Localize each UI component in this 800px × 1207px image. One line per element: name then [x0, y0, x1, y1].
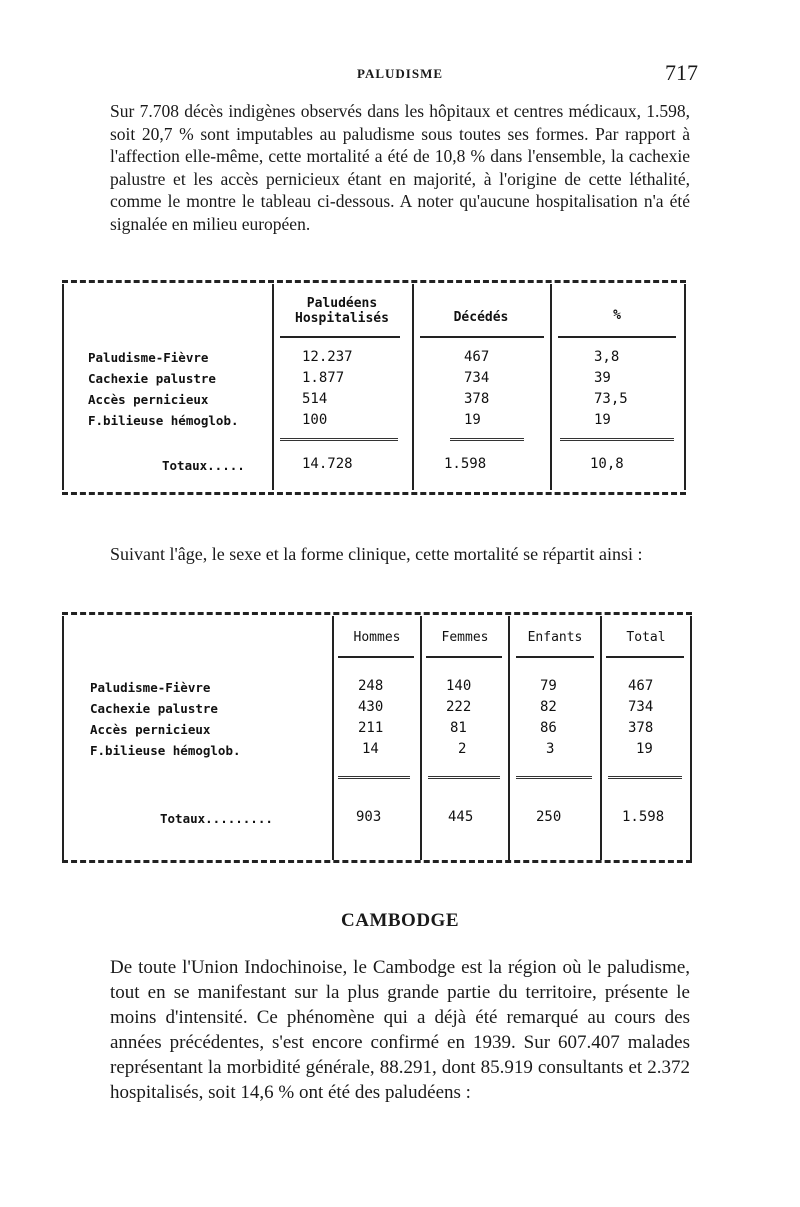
- cell-femmes: 81: [450, 720, 467, 736]
- cell-decedes: 734: [464, 370, 490, 386]
- cell-hommes: 211: [358, 720, 384, 736]
- total-rule: [608, 776, 682, 782]
- column-divider: [508, 616, 510, 860]
- table-top-border: [62, 612, 692, 615]
- header-underline: [280, 336, 400, 338]
- table-left-border: [62, 284, 64, 490]
- cell-enfants: 82: [540, 699, 557, 715]
- paragraph-repartition: Suivant l'âge, le sexe et la forme clinique, cette mortalité se répartit ainsi :: [110, 544, 643, 564]
- row-label: Paludisme-Fièvre: [90, 680, 211, 695]
- cell-hospitalises: 100: [302, 412, 328, 428]
- header-decedes: Décédés: [453, 310, 509, 325]
- column-divider: [600, 616, 602, 860]
- total-rule: [280, 438, 398, 444]
- total-total: 1.598: [622, 809, 665, 825]
- cell-hommes: 430: [358, 699, 384, 715]
- total-femmes: 445: [448, 809, 474, 825]
- header-underline: [516, 656, 594, 658]
- header-underline: [338, 656, 414, 658]
- header-hommes: Hommes: [353, 630, 401, 645]
- cell-hospitalises: 1.877: [302, 370, 345, 386]
- paragraph-cambodge: De toute l'Union Indochinoise, le Cambodge est la région où le paludisme, tout en se manifestant sur la plus grande partie du territoire, présente le moins d'intensité. Ce phénomène qui a déjà été remarqué au cours des années précédentes, s'est encore confirmé en 1939. Sur 607.407 malades représentant la morbidité générale, 88.291, dont 85.919 consultants et 2.372 hospitalisés, soit 14,6 % ont été des paludéens :: [110, 957, 690, 1103]
- header-femmes: Femmes: [441, 630, 489, 645]
- cell-percent: 19: [594, 412, 611, 428]
- header-underline: [606, 656, 684, 658]
- total-percent: 10,8: [590, 456, 624, 472]
- cell-femmes: 140: [446, 678, 472, 694]
- row-label: F.bilieuse hémoglob.: [90, 743, 241, 758]
- header-hospitalises-line1: Paludéens: [306, 296, 378, 311]
- column-divider: [420, 616, 422, 860]
- cell-percent: 3,8: [594, 349, 620, 365]
- table-left-border: [62, 616, 64, 860]
- header-total: Total: [626, 630, 666, 645]
- cell-hommes: 248: [358, 678, 384, 694]
- section-heading: CAMBODGE: [341, 910, 459, 931]
- cell-total: 467: [628, 678, 654, 694]
- total-label: Totaux.........: [160, 811, 273, 826]
- row-label: Paludisme-Fièvre: [88, 350, 209, 365]
- header-hospitalises-line2: Hospitalisés: [295, 311, 389, 326]
- table-right-border: [684, 284, 686, 490]
- total-label: Totaux.....: [162, 458, 245, 473]
- table-bottom-border: [62, 860, 692, 863]
- table-hospitalisations: [62, 280, 686, 494]
- cell-total: 378: [628, 720, 654, 736]
- cell-femmes: 2: [458, 741, 467, 757]
- table-repartition: [62, 612, 692, 864]
- table-top-border: [62, 280, 686, 283]
- header-percent: %: [613, 308, 621, 323]
- row-label: Cachexie palustre: [90, 701, 218, 716]
- table-right-border: [690, 616, 692, 860]
- cell-hommes: 14: [362, 741, 379, 757]
- total-rule: [560, 438, 674, 444]
- cell-hospitalises: 514: [302, 391, 328, 407]
- cell-percent: 73,5: [594, 391, 628, 407]
- cell-percent: 39: [594, 370, 611, 386]
- row-label: F.bilieuse hémoglob.: [88, 413, 239, 428]
- table-bottom-border: [62, 492, 686, 495]
- total-hospitalises: 14.728: [302, 456, 353, 472]
- running-head: PALUDISME: [356, 66, 444, 81]
- page-header: [0, 60, 800, 90]
- cell-hospitalises: 12.237: [302, 349, 353, 365]
- cell-femmes: 222: [446, 699, 472, 715]
- cell-enfants: 3: [546, 741, 555, 757]
- cell-decedes: 19: [464, 412, 481, 428]
- total-rule: [516, 776, 592, 782]
- row-label: Cachexie palustre: [88, 371, 216, 386]
- cell-decedes: 378: [464, 391, 490, 407]
- total-decedes: 1.598: [444, 456, 487, 472]
- total-hommes: 903: [356, 809, 382, 825]
- header-underline: [426, 656, 502, 658]
- cell-total: 734: [628, 699, 654, 715]
- header-enfants: Enfants: [527, 630, 583, 645]
- cell-total: 19: [636, 741, 653, 757]
- header-underline: [420, 336, 544, 338]
- header-underline: [558, 336, 676, 338]
- column-divider: [332, 616, 334, 860]
- page-number: 717: [665, 60, 698, 85]
- cell-enfants: 86: [540, 720, 557, 736]
- cell-decedes: 467: [464, 349, 490, 365]
- row-label: Accès pernicieux: [90, 722, 211, 737]
- row-label: Accès pernicieux: [88, 392, 209, 407]
- total-rule: [338, 776, 410, 782]
- cell-enfants: 79: [540, 678, 557, 694]
- total-rule: [450, 438, 524, 444]
- paragraph-mortality: Sur 7.708 décès indigènes observés dans les hôpitaux et centres médicaux, 1.598, soit 20,7 % sont imputables au paludisme sous toutes ses formes. Par rapport à l'affection elle-même, cette mortalité a été de 10,8 % dans l'ensemble, la cachexie palustre et les accès pernicieux étant en majorité, à l'origine de cette léthalité, comme le montre le tableau ci-dessous. A noter qu'aucune hospitalisation n'a été signalée en milieu européen.: [110, 101, 690, 234]
- total-enfants: 250: [536, 809, 562, 825]
- total-rule: [428, 776, 500, 782]
